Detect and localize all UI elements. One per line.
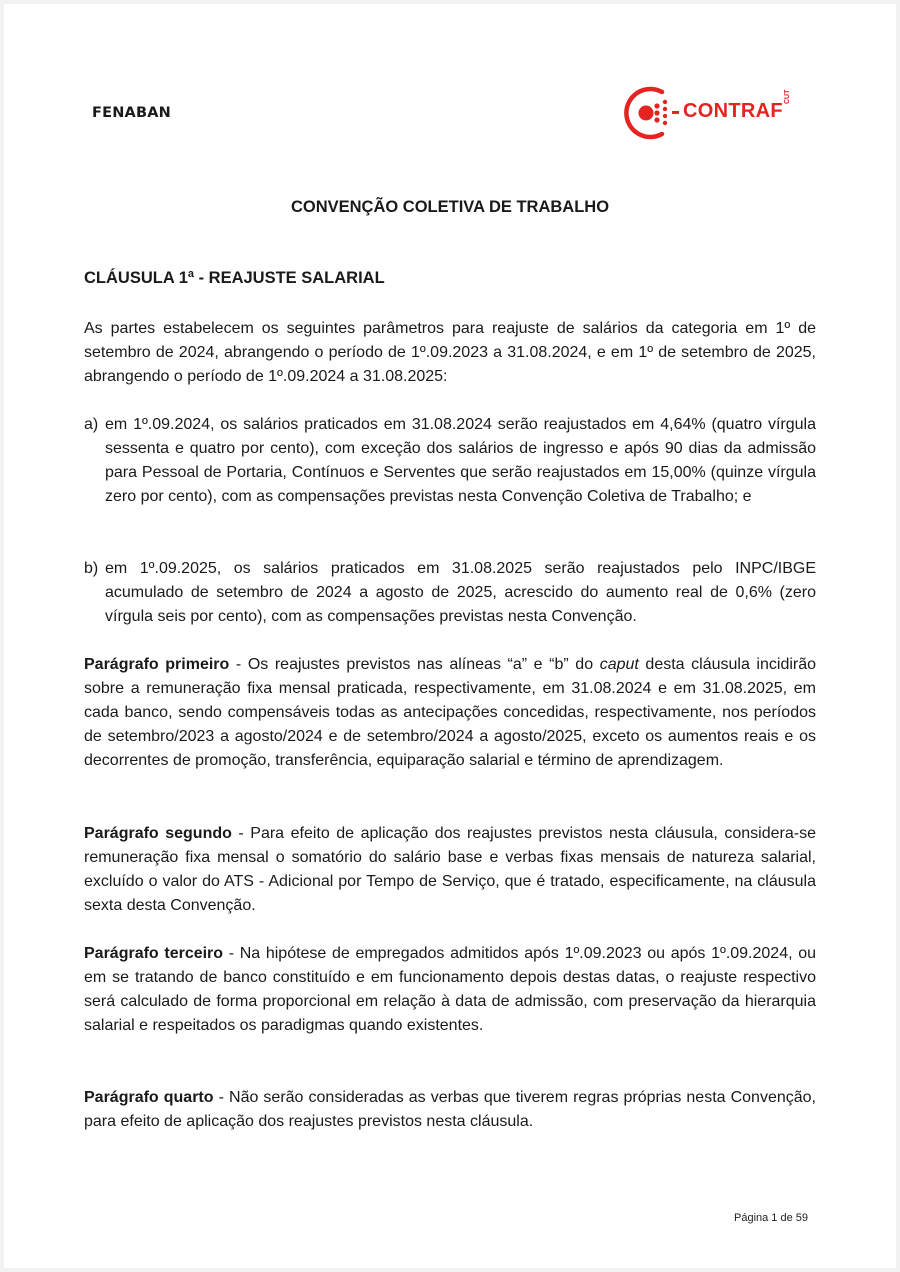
document-title: CONVENÇÃO COLETIVA DE TRABALHO xyxy=(290,198,610,216)
paragraph-fourth xyxy=(84,1086,816,1134)
list-item-a xyxy=(84,413,816,509)
paragraph-label: Parágrafo quarto xyxy=(84,1089,214,1106)
list-item-text: em 1º.09.2025, os salários praticados em 31.08.2025 serão reajustados pelo INPC/IBGE acumulado de setembro de 2024 a agosto de 2025, acrescido do aumento real de 0,6% (zero vírgula seis por cento), com as compensações previstas nesta Convenção. xyxy=(105,560,816,625)
cut-logo-text: CUT xyxy=(784,89,791,104)
contraf-logo-text: CONTRAF xyxy=(683,100,783,122)
paragraph-text: - Na hipótese de empregados admitidos após 1º.09.2023 ou após 1º.09.2024, ou em se tratando de banco constituído e em funcionamento depois destas datas, o reajuste respectivo será calculado de forma proporcional em relação à data de admissão, com preservação da hierarquia salarial e respeitados os paradigmas quando existentes. xyxy=(84,945,816,1034)
page-number: Página 1 de 59 xyxy=(734,1212,809,1224)
contraf-logo xyxy=(624,84,814,142)
paragraph-first xyxy=(84,653,816,773)
fenaban-label: FENABAN xyxy=(92,105,171,121)
paragraph-label: Parágrafo primeiro xyxy=(84,656,230,673)
paragraph-text: - Os reajustes previstos nas alíneas “a” e “b” do xyxy=(229,656,600,673)
list-marker: a) xyxy=(84,416,99,433)
list-item-b xyxy=(84,557,816,629)
clause-title: CLÁUSULA 1ª - REAJUSTE SALARIAL xyxy=(84,269,385,287)
paragraph-third xyxy=(84,942,816,1038)
paragraph-second xyxy=(84,822,816,918)
paragraph-text: - Para efeito de aplicação dos reajustes previstos nesta cláusula, considera-se remuneração fixa mensal o somatório do salário base e verbas fixas mensais de natureza salarial, excluído o valor do ATS - Adicional por Tempo de Serviço, que é tratado, especificamente, na cláusula sexta desta Convenção. xyxy=(84,825,816,914)
intro-paragraph: As partes estabelecem os seguintes parâmetros para reajuste de salários da categoria em 1º de setembro de 2024, abrangendo o período de 1º.09.2023 a 31.08.2024, e em 1º de setembro de 2025, abrangendo o período de 1º.09.2024 a 31.08.2025: xyxy=(84,320,816,385)
paragraph-label: Parágrafo segundo xyxy=(84,825,232,842)
list-item-text: em 1º.09.2024, os salários praticados em 31.08.2024 serão reajustados em 4,64% (quatro vírgula sessenta e quatro por cento), com exceção dos salários de ingresso e após 90 dias da admissão para Pessoal de Portaria, Contínuos e Serventes que serão reajustados em 15,00% (quinze vírgula zero por cento), com as compensações previstas nesta Convenção Coletiva de Trabalho; e xyxy=(105,416,816,505)
paragraph-label: Parágrafo terceiro xyxy=(84,945,224,962)
paragraph-text: desta cláusula incidirão sobre a remuneração fixa mensal praticada, respectivamente, em 31.08.2024 e em 31.08.2025, em cada banco, sendo compensáveis todas as antecipações concedidas, respectivamente, nos períodos de setembro/2023 a agosto/2024 e de setembro/2024 a agosto/2025, exceto os aumentos reais e os decorrentes de promoção, transferência, equiparação salarial e término de aprendizagem. xyxy=(84,656,817,769)
list-marker: b) xyxy=(84,560,99,577)
paragraph-italic-term: caput xyxy=(599,656,639,673)
document-page xyxy=(4,4,896,1268)
paragraph-text: - Não serão consideradas as verbas que tiverem regras próprias nesta Convenção, para efeito de aplicação dos reajustes previstos nesta cláusula. xyxy=(84,1089,816,1130)
